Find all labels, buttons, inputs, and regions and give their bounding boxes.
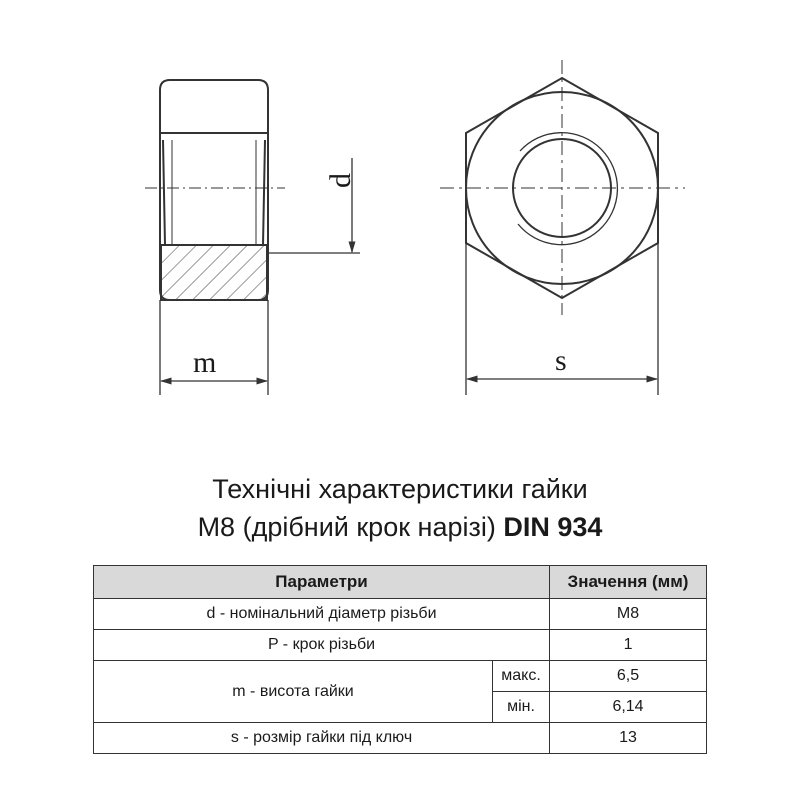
dimension-d-label: d [324,173,357,188]
row-m-min-label: мін. [493,692,550,723]
row-m-max-label: макс. [493,661,550,692]
table-header-row [94,566,707,599]
row-m-label: m - висота гайки [94,661,493,723]
table-row [94,599,707,630]
table-row [94,661,707,692]
dimension-m-label: m [193,346,217,379]
header-values: Значення (мм) [550,566,707,599]
nut-side-view [145,80,285,300]
row-d-label: d - номінальний діаметр різьби [94,599,550,630]
spec-table [93,565,707,754]
title-line-2 [0,510,800,544]
table-row [94,630,707,661]
header-params: Параметри [94,566,550,599]
row-d-value: M8 [550,599,707,630]
row-s-label: s - розмір гайки під ключ [94,723,550,754]
table-row [94,723,707,754]
dimension-s-label: s [555,344,567,377]
title-standard: DIN 934 [503,512,603,542]
row-m-max-value: 6,5 [550,661,707,692]
title-line-2-text: М8 (дрібний крок нарізі) [197,512,496,542]
dimension-d [268,158,360,253]
row-m-min-value: 6,14 [550,692,707,723]
row-p-label: P - крок різьби [94,630,550,661]
row-p-value: 1 [550,630,707,661]
nut-front-view [440,60,685,315]
row-s-value: 13 [550,723,707,754]
title-line-1: Технічні характеристики гайки [212,474,588,504]
